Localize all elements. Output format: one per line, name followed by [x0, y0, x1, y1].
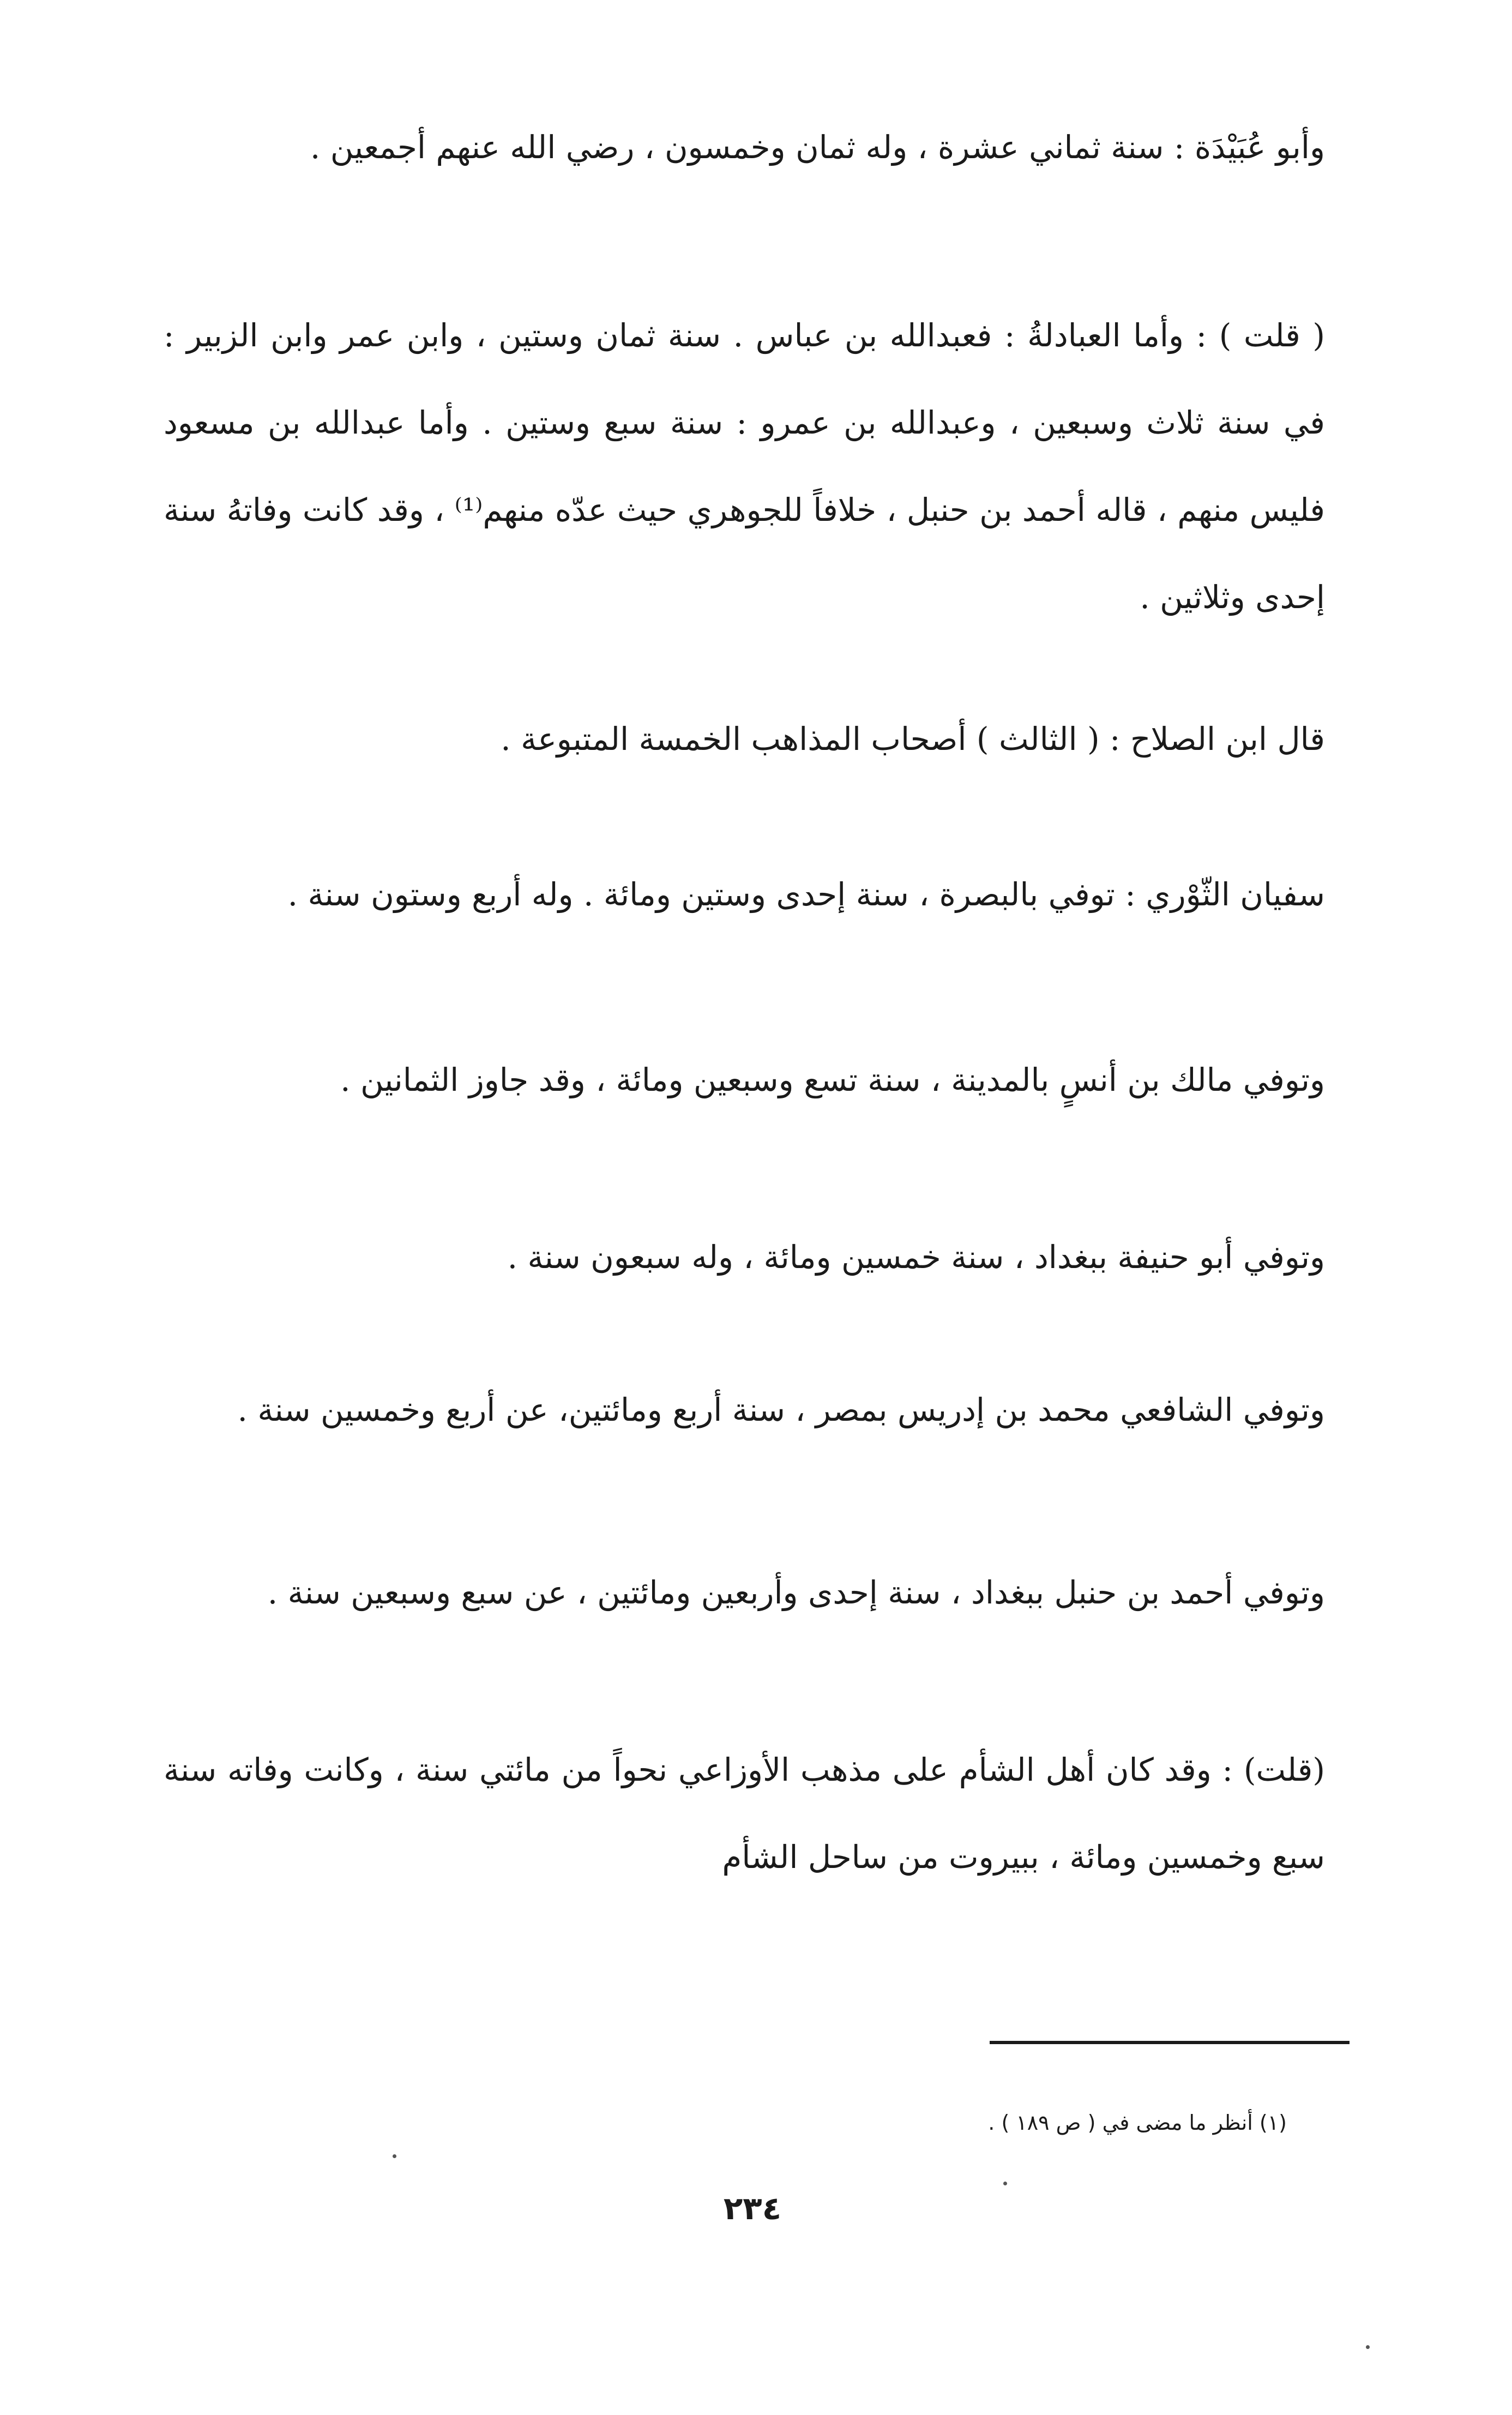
paragraph-shafii: وتوفي الشافعي محمد بن إدريس بمصر ، سنة أربع ومائتين، عن أربع وخمسين سنة .: [237, 1391, 1325, 1428]
footnote: (١) أنظر ما مضى في ( ص ١٨٩ ) .: [988, 2111, 1287, 2135]
paragraph-malik: وتوفي مالك بن أنسٍ بالمدينة ، سنة تسع وسبعين ومائة ، وقد جاوز الثمانين .: [340, 1061, 1325, 1098]
paragraph-abadilah: ( قلت ) : وأما العبادلةُ : فعبدالله بن عباس . سنة ثمان وستين ، وابن عمر وابن الزبير : في سنة ثلاث وسبعين ، وعبدالله بن عمرو : سنة سبع وستين . وأما عبدالله بن مسعود فليس منهم ، قاله أحمد بن حنبل ، خلافاً للجوهري حيث عدّه منهم⁽¹⁾ ، وقد كانت وفاتهُ سنة إحدى وثلاثين .: [164, 317, 1326, 616]
page-number: ٢٣٤: [723, 2190, 782, 2227]
paragraph-ibn-salah-third: قال ابن الصلاح : ( الثالث ) أصحاب المذاهب الخمسة المتبوعة .: [501, 720, 1325, 758]
scan-speck: [1366, 2345, 1370, 2349]
paragraph-ahmad: وتوفي أحمد بن حنبل ببغداد ، سنة إحدى وأربعين ومائتين ، عن سبع وسبعين سنة .: [267, 1574, 1325, 1611]
scan-speck: [393, 2154, 396, 2158]
paragraph-abu-hanifa: وتوفي أبو حنيفة ببغداد ، سنة خمسين ومائة ، وله سبعون سنة .: [507, 1239, 1325, 1276]
footnote-divider: [990, 2041, 1350, 2044]
scan-speck: [1003, 2182, 1007, 2185]
paragraph-awzai: (قلت) : وقد كان أهل الشأم على مذهب الأوزاعي نحواً من مائتي سنة ، وكانت وفاته سنة سبع وخمسين ومائة ، ببيروت من ساحل الشأم: [164, 1751, 1325, 1876]
paragraph-abu-ubaydah: وأبو عُبَيْدَة : سنة ثماني عشرة ، وله ثمان وخمسون ، رضي الله عنهم أجمعين .: [310, 129, 1325, 166]
paragraph-sufyan-thawri: سفيان الثّوْري : توفي بالبصرة ، سنة إحدى وستين ومائة . وله أربع وستون سنة .: [287, 876, 1325, 913]
